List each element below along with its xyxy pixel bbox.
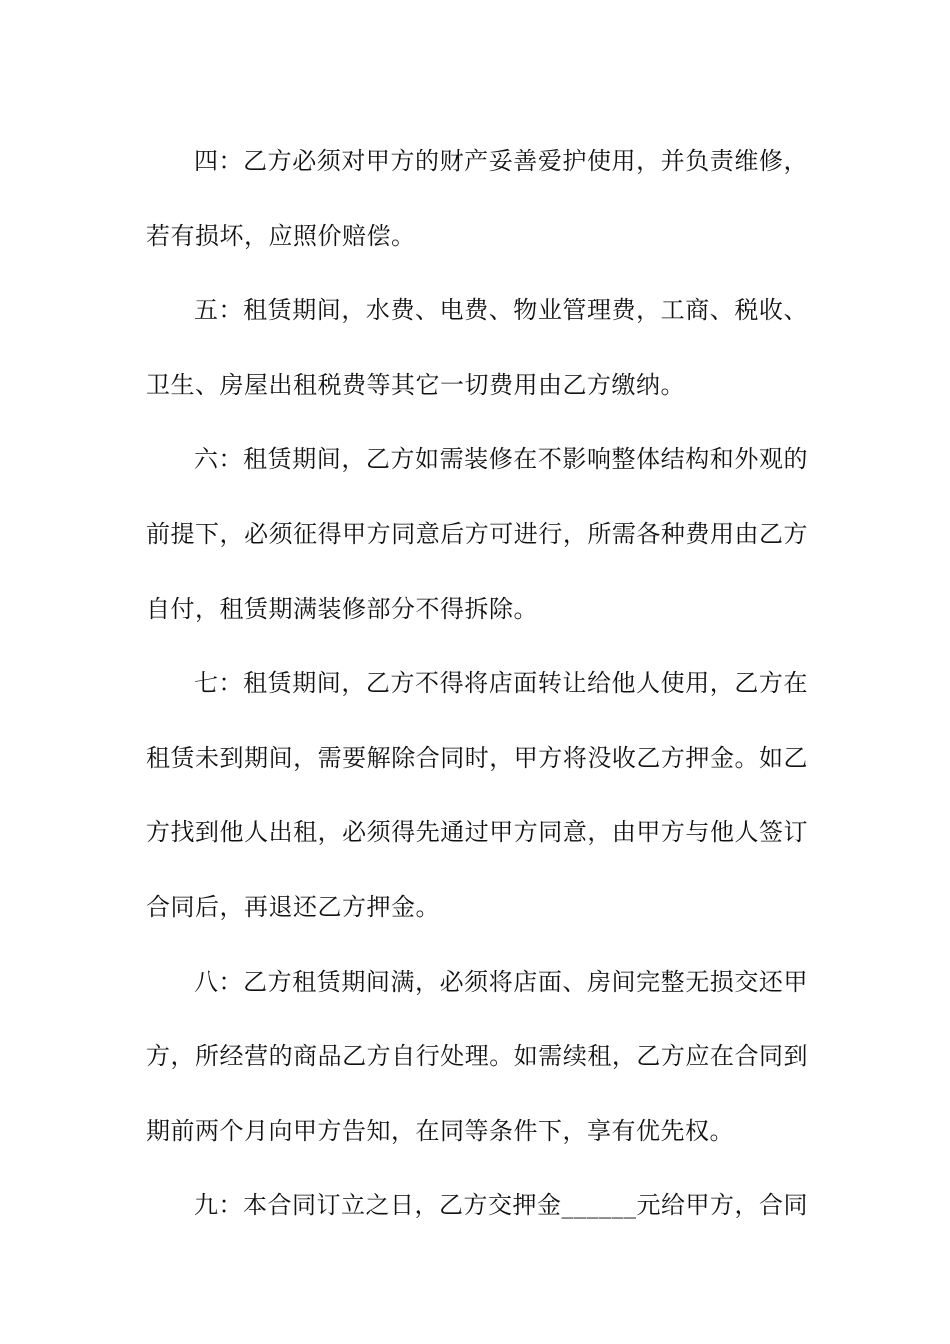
clause-4-paragraph: 四：乙方必须对甲方的财产妥善爱护使用，并负责维修，若有损坏，应照价赔偿。 [146, 147, 808, 250]
contract-body [146, 124, 808, 1243]
clause-6-paragraph: 六：租赁期间，乙方如需装修在不影响整体结构和外观的前提下，必须征得甲方同意后方可进行，所需各种费用由乙方自付，租赁期满装修部分不得拆除。 [146, 445, 808, 623]
clause-8-paragraph: 八：乙方租赁期间满，必须将店面、房间完整无损交还甲方，所经营的商品乙方自行处理。如需续租，乙方应在合同到期前两个月向甲方告知，在同等条件下，享有优先权。 [146, 967, 808, 1145]
clause-9-paragraph: 九：本合同订立之日，乙方交押金______元给甲方，合同 [194, 1191, 808, 1220]
clause-7-paragraph: 七：租赁期间，乙方不得将店面转让给他人使用，乙方在租赁未到期间，需要解除合同时，甲方将没收乙方押金。如乙方找到他人出租，必须得先通过甲方同意，由甲方与他人签订合同后，再退还乙方押金。 [146, 669, 808, 921]
clause-5-paragraph: 五：租赁期间，水费、电费、物业管理费，工商、税收、卫生、房屋出租税费等其它一切费用由乙方缴纳。 [146, 296, 808, 399]
